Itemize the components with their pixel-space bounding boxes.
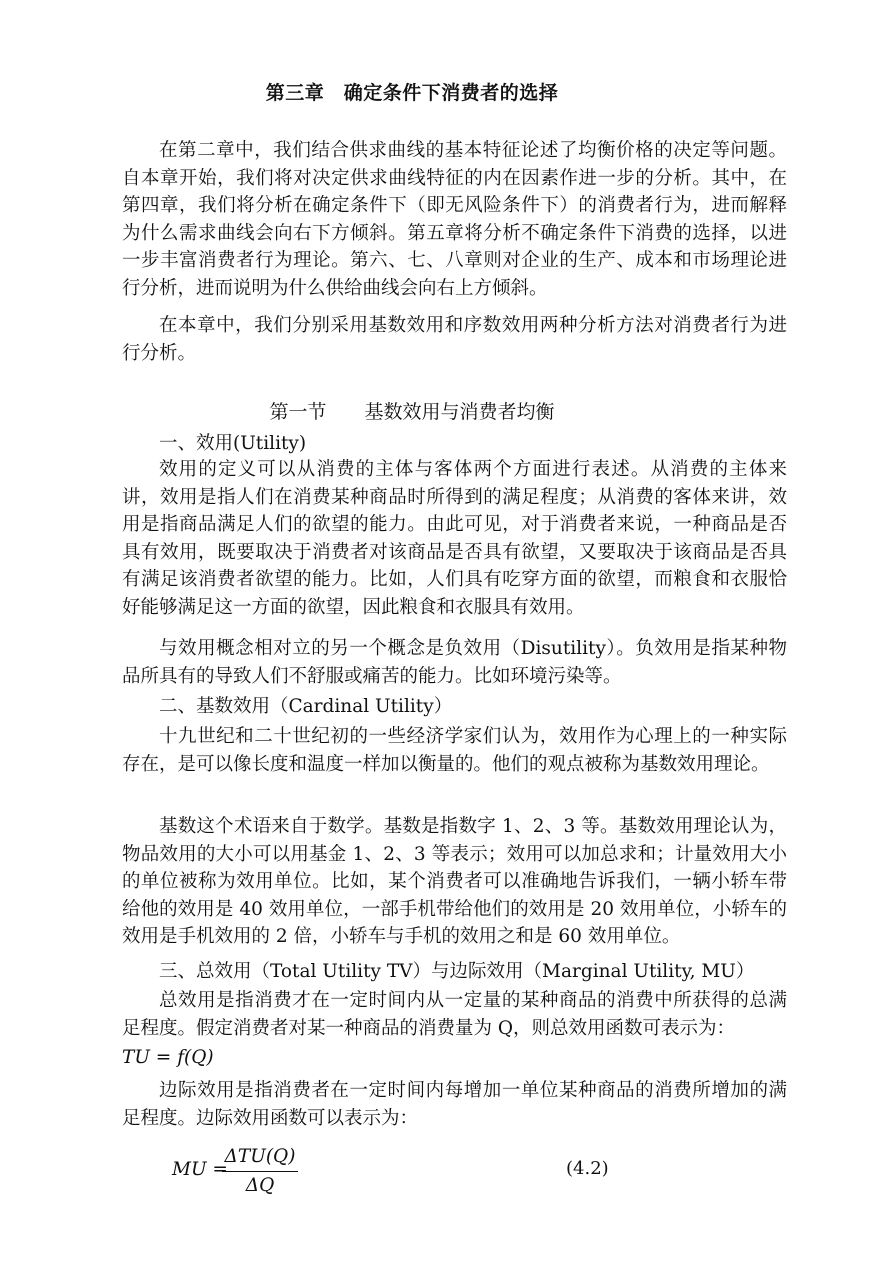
cardinal-utility-paragraph: 十九世纪和二十世纪初的一些经济学家们认为，效用作为心理上的一种实际存在，是可以像长度和温度一样加以衡量的。他们的观点被称为基数效用理论。 [122,726,787,775]
formula-denominator: ΔQ [245,1175,275,1196]
subheading-cardinal-utility: 二、基数效用（Cardinal Utility） [159,696,453,717]
utility-definition-paragraph: 效用的定义可以从消费的主体与客体两个方面进行表述。从消费的主体来讲，效用是指人们在消费某种商品时所得到的满足程度；从消费的客体来讲，效用是指商品满足人们的欲望的能力。由此可见，对于消费者来说，一种商品是否具有效用，既要取决于消费者对该商品是否具有欲望，又要取决于该商品是否具有满足该消费者欲望的能力。比如，人们具有吃穿方面的欲望，而粮食和衣服恰好能够满足这一方面的欲望，因此粮食和衣服具有效用。 [122,459,787,618]
marginal-utility-paragraph: 边际效用是指消费者在一定时间内每增加一单位某种商品的消费所增加的满足程度。边际效用函数可以表示为： [122,1080,787,1129]
cardinal-number-paragraph: 基数这个术语来自于数学。基数是指数字 1、2、3 等。基数效用理论认为，物品效用的大小可以用基金 1、2、3 等表示；效用可以加总求和；计量效用大小的单位被称为效用单位。比如，某个消费者可以准确地告诉我们，一辆小轿车带给他的效用是 40 效用单位，一部手机带给他们的效用是 20 效用单位，小轿车的效用是手机效用的 2 倍，小轿车与手机的效用之和是 60 效用单位。 [122,816,787,947]
disutility-paragraph: 与效用概念相对立的另一个概念是负效用（Disutility）。负效用是指某种物品所具有的导致人们不舒服或痛苦的能力。比如环境污染等。 [122,638,787,687]
formula-lhs: MU = [172,1159,228,1180]
intro-paragraph-1: 在第二章中，我们结合供求曲线的基本特征论述了均衡价格的决定等问题。自本章开始，我们将对决定供求曲线特征的内在因素作进一步的分析。其中，在第四章，我们将分析在确定条件下（即无风险条件下）的消费者行为，进而解释为什么需求曲线会向右下方倾斜。第五章将分析不确定条件下消费的选择，以进一步丰富消费者行为理论。第六、七、八章则对企业的生产、成本和市场理论进行分析，进而说明为什么供给曲线会向右上方倾斜。 [122,140,787,299]
formula-numerator: ΔTU(Q) [224,1146,296,1167]
subheading-utility: 一、效用(Utility) [159,433,307,454]
fraction-bar [222,1171,298,1172]
formula-fraction [222,1146,298,1197]
section-title: 第一节 基数效用与消费者均衡 [269,401,555,423]
chapter-title: 第三章 确定条件下消费者的选择 [265,82,559,104]
total-utility-paragraph: 总效用是指消费才在一定时间内从一定量的某种商品的消费中所获得的总满足程度。假定消费者对某一种商品的消费量为 Q，则总效用函数可表示为： [122,990,787,1039]
total-utility-formula: TU = f(Q) [122,1047,214,1068]
intro-paragraph-2: 在本章中，我们分别采用基数效用和序数效用两种分析方法对消费者行为进行分析。 [122,315,787,364]
subheading-total-marginal-utility: 三、总效用（Total Utility TV）与边际效用（Marginal Utility, MU） [159,961,755,982]
equation-number: (4.2) [566,1158,609,1179]
